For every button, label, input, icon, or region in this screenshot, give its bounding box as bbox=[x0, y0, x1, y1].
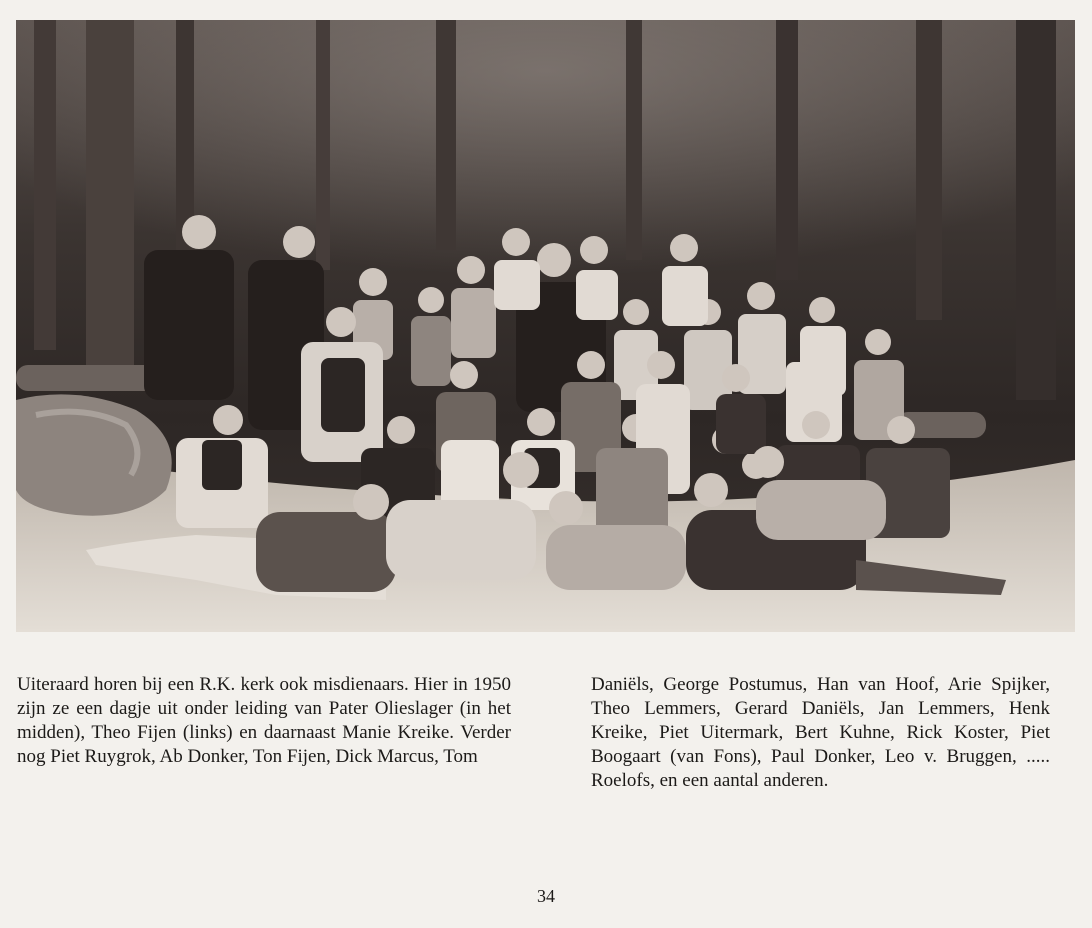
group-photograph bbox=[16, 20, 1075, 632]
page-number: 34 bbox=[537, 886, 555, 906]
photo-illustration bbox=[16, 20, 1075, 632]
caption-right-column: Daniëls, George Postumus, Han van Hoof, Arie Spijker, Theo Lemmers, Gerard Daniëls, Jan Lemmers, Henk Kreike, Piet Uitermark, Bert Kuhne, Rick Koster, Piet Boogaart (van Fons), Paul Donker, Leo v. Bruggen, ..... Roelofs, en een aantal anderen. bbox=[591, 674, 1050, 791]
caption-left-column: Uiteraard horen bij een R.K. kerk ook misdienaars. Hier in 1950 zijn ze een dagje uit onder leiding van Pater Olieslager (in het midden), Theo Fijen (links) en daarnaast Manie Kreike. Verder nog Piet Ruygrok, Ab Donker, Ton Fijen, Dick Marcus, Tom bbox=[17, 674, 511, 767]
